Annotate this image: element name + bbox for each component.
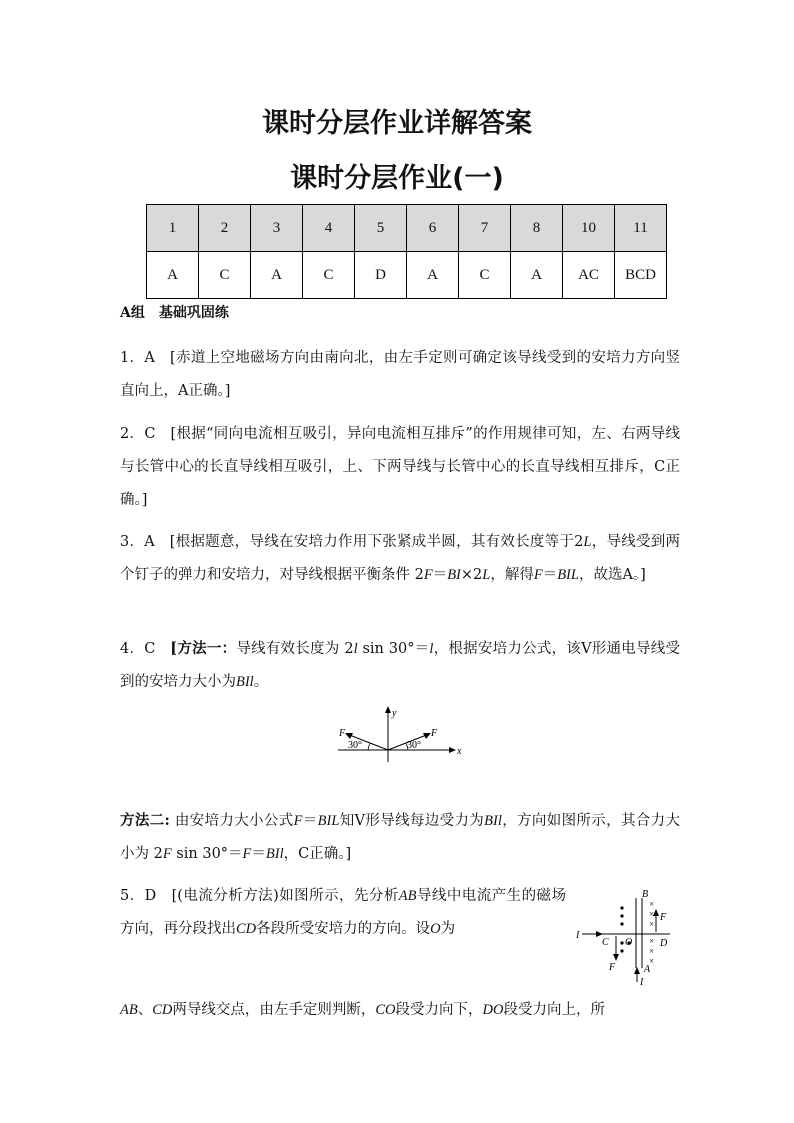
label-current-left: I — [576, 930, 580, 941]
question-number: 7 — [459, 205, 511, 252]
math-var: F — [423, 567, 433, 583]
y-axis-label: y — [392, 708, 397, 719]
math-var: AB — [398, 888, 417, 904]
answer-cell: AC — [563, 252, 615, 299]
math-var: CD — [152, 1002, 173, 1018]
label-current-bottom: I — [640, 977, 644, 988]
angle-arc-left — [368, 743, 370, 750]
answer-table-header-row — [147, 205, 667, 252]
math-var: AB — [120, 1002, 138, 1018]
text: 知V形导线每边受力为 — [339, 813, 485, 829]
math-var: CO — [375, 1002, 396, 1018]
text: ，方向如图所示，其合力大小为 2 — [120, 813, 680, 862]
answer-cell: C — [199, 252, 251, 299]
answer-5 — [120, 880, 566, 946]
question-number: 10 — [563, 205, 615, 252]
conductor-cross-figure — [574, 886, 674, 988]
method-label: [方法一： — [170, 640, 237, 657]
page-subtitle: 课时分层作业(一) — [290, 163, 504, 194]
math-var: F — [162, 846, 172, 862]
x-axis-label: x — [457, 746, 462, 757]
angle-right-label: 30° — [407, 740, 421, 751]
question-number: 4 — [303, 205, 355, 252]
text: ＝ — [542, 567, 558, 583]
cross-mark: × — [649, 946, 655, 956]
answer-cell: A — [251, 252, 303, 299]
force-down-arrowhead — [613, 954, 619, 961]
math-var: L — [583, 534, 592, 550]
text: 4．C — [120, 641, 171, 657]
force-left-label: F — [339, 728, 346, 739]
text: ＝ — [302, 813, 318, 829]
answer-cell: A — [511, 252, 563, 299]
text: ＝ — [251, 846, 266, 862]
question-number: 2 — [199, 205, 251, 252]
text: 导线有效长度为 2 — [236, 641, 354, 657]
question-number: 6 — [407, 205, 459, 252]
text: 段受力向上，所 — [503, 1002, 605, 1018]
text: 5．D [(电流分析方法)如图所示，先分析 — [120, 888, 399, 904]
answer-5-continued — [120, 994, 680, 1027]
x-axis-arrow — [449, 747, 456, 753]
text: ＝ — [432, 567, 448, 583]
text: sin 30°＝ — [357, 641, 430, 657]
text: 3．A [根据题意，导线在安培力作用下张紧成半圆，其有效长度等于2 — [120, 534, 584, 550]
text: 、 — [137, 1002, 153, 1018]
text: 为 — [440, 921, 456, 937]
math-var: l — [429, 641, 434, 657]
math-var: F — [293, 813, 303, 829]
text: ，C正确。] — [283, 846, 352, 862]
text: ，根据安培力公式，该V形通电导线受到的安培力大小为 — [120, 641, 680, 690]
force-diagram-figure — [330, 704, 470, 766]
text: ，故选A。] — [578, 567, 646, 583]
dot — [620, 941, 623, 944]
math-var: F — [242, 846, 252, 862]
math-var: O — [430, 921, 441, 937]
dot — [620, 906, 623, 909]
text: ，导线受到两个钉子的弹力和安培力，对导线根据平衡条件 2 — [120, 534, 681, 583]
cross-mark: × — [649, 899, 655, 909]
force-right-label: F — [431, 728, 438, 739]
cross-mark: × — [649, 956, 655, 966]
math-var: BIL — [557, 567, 579, 583]
math-var: F — [533, 567, 543, 583]
answer-cell: A — [407, 252, 459, 299]
text: 。 — [253, 674, 269, 690]
math-var: BI — [447, 567, 461, 583]
dot — [620, 922, 623, 925]
answer-4 — [120, 632, 680, 699]
text: 由安培力大小公式 — [169, 813, 294, 829]
answer-1: 1．A [赤道上空地磁场方向由南向北，由左手定则可确定该导线受到的安培力方向竖直向上，A正确。] — [120, 350, 680, 399]
label-b: B — [642, 889, 649, 900]
text: 导线中电流产生的磁场方向，再分段找出 — [120, 888, 566, 937]
angle-left-label: 30° — [348, 740, 362, 751]
page-title: 课时分层作业详解答案 — [262, 108, 532, 139]
dot — [620, 914, 623, 917]
answer-4-method-2 — [120, 804, 680, 871]
question-number: 5 — [355, 205, 407, 252]
answer-cell: D — [355, 252, 407, 299]
cross-mark: × — [649, 919, 655, 929]
label-a: A — [644, 964, 651, 975]
text: 各段所受安培力的方向。设 — [256, 921, 431, 937]
text: 段受力向下， — [395, 1002, 483, 1018]
math-var: BIl — [484, 813, 502, 829]
text: ，解得 — [490, 567, 534, 583]
question-number: 8 — [511, 205, 563, 252]
label-c: C — [602, 937, 609, 948]
math-var: l — [353, 641, 358, 657]
math-var: DO — [482, 1002, 504, 1018]
label-force-top: F — [660, 912, 667, 923]
math-var: BIl — [265, 846, 284, 862]
text: sin 30°＝ — [171, 846, 243, 862]
answer-2: 2．C [根据“同向电流相互吸引，异向电流相互排斥”的作用规律可知，左、右两导线与长管中心的长直导线相互吸引，上、下两导线与长管中心的长直导线相互排斥，C正确。] — [120, 426, 680, 508]
math-var: BIl — [236, 674, 254, 690]
answer-cell: C — [459, 252, 511, 299]
y-axis-arrow — [385, 706, 391, 713]
question-number: 1 — [147, 205, 199, 252]
answer-cell: C — [303, 252, 355, 299]
method-label: 方法二: — [120, 812, 170, 829]
math-var: BIL — [317, 813, 340, 829]
answer-cell: BCD — [615, 252, 667, 299]
text: ×2 — [460, 567, 483, 583]
label-d: D — [660, 938, 668, 949]
question-number: 3 — [251, 205, 303, 252]
answer-cell: A — [147, 252, 199, 299]
current-bottom-arrow — [634, 967, 640, 974]
cross-mark: × — [649, 909, 655, 919]
answer-table — [146, 204, 667, 299]
math-var: CD — [236, 921, 257, 937]
answer-3 — [120, 526, 680, 592]
text: 两导线交点，由左手定则判断， — [172, 1002, 376, 1018]
question-number: 11 — [615, 205, 667, 252]
label-force-bottom: F — [609, 962, 616, 973]
answer-table-answer-row — [147, 252, 667, 299]
label-o: O — [625, 937, 633, 948]
cross-mark: × — [649, 936, 655, 946]
section-heading: A组 基础巩固练 — [120, 305, 229, 321]
math-var: L — [482, 567, 491, 583]
dot — [620, 949, 623, 952]
